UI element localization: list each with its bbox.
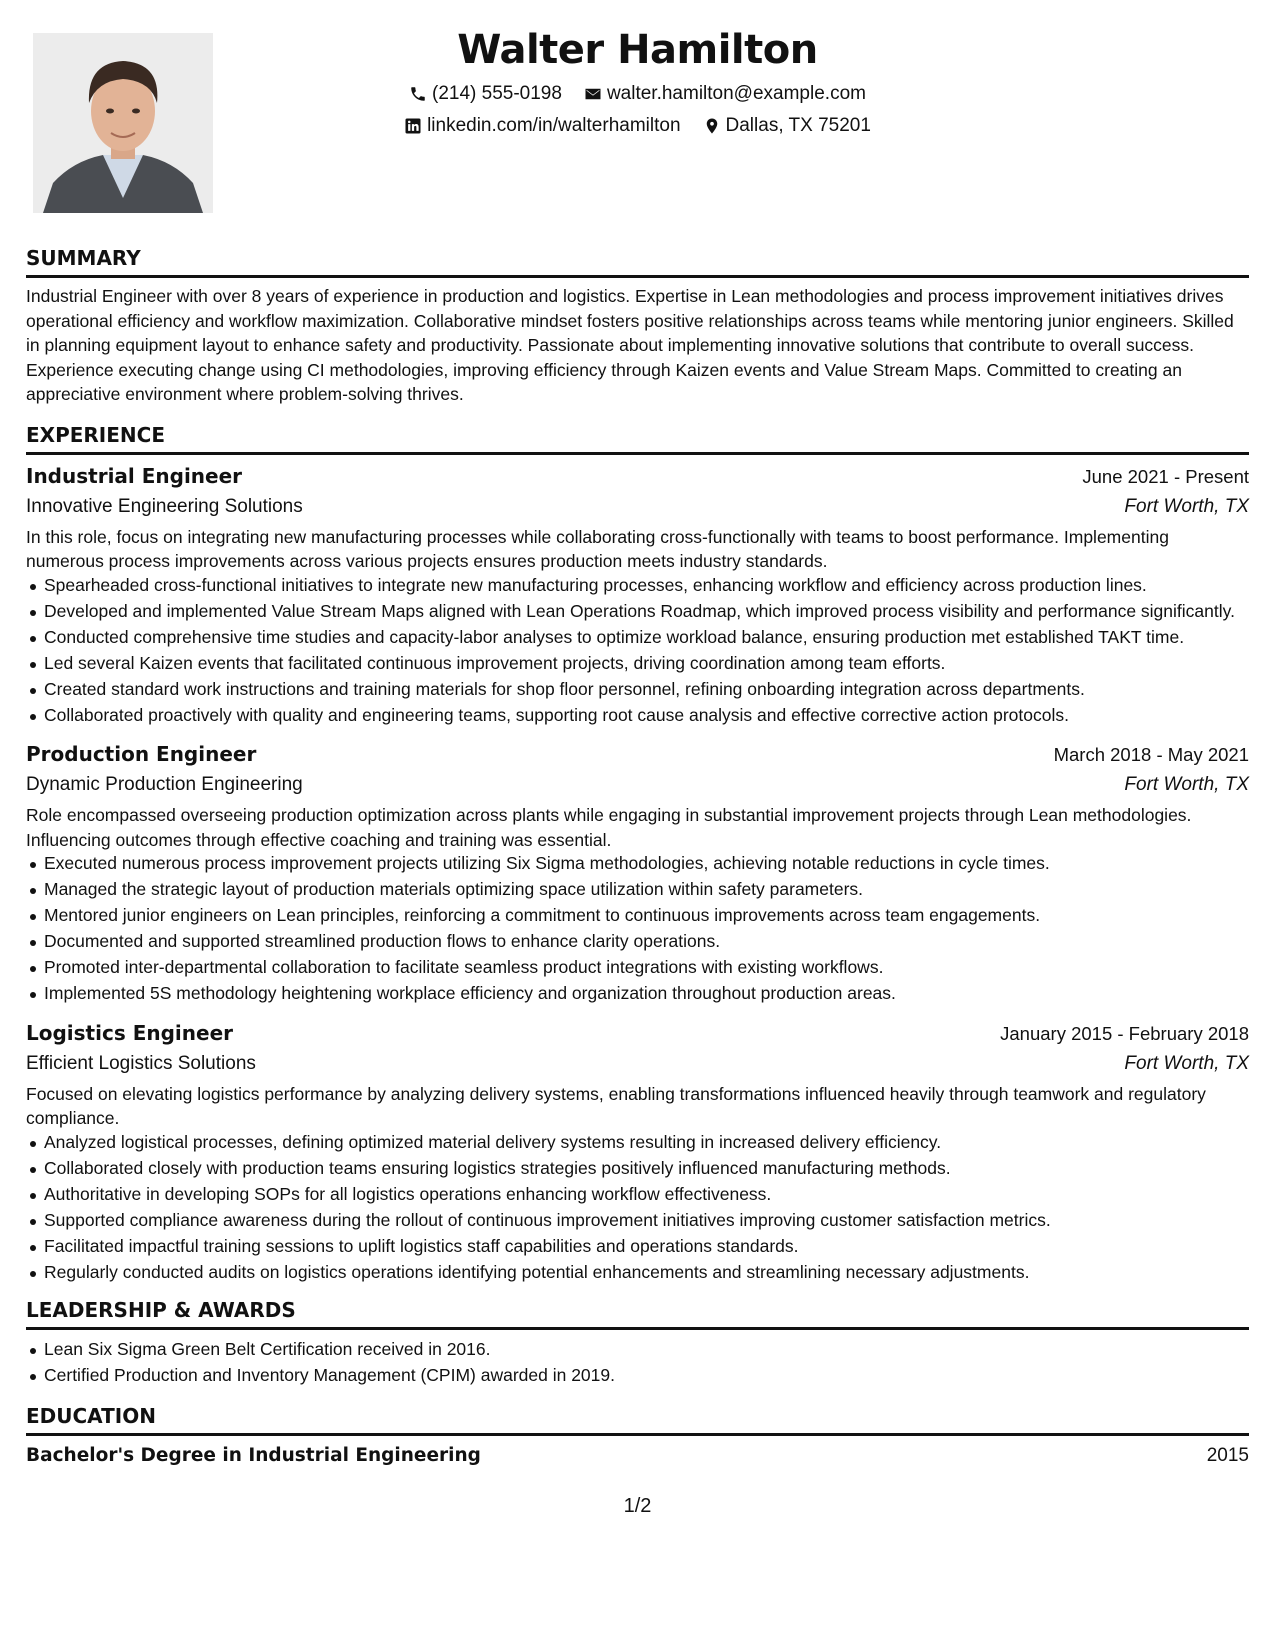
list-item: Authoritative in developing SOPs for all logistics operations enhancing workflow effectiveness.: [26, 1183, 1249, 1207]
list-item: Documented and supported streamlined production flows to enhance clarity operations.: [26, 930, 1249, 954]
linkedin-contact[interactable]: [404, 110, 680, 142]
job-entry: [26, 739, 1249, 1006]
page-number: 1/2: [623, 1495, 652, 1517]
job-description: In this role, focus on integrating new manufacturing processes while collaborating cross-functionally with teams to boost performance. Implementing numerous process improvements across various projects ensures production meets industry standards.: [26, 526, 1169, 571]
job-title: Production Engineer: [26, 742, 257, 766]
awards-list: [26, 1338, 1249, 1388]
email-address[interactable]: walter.hamilton@example.com: [606, 83, 866, 104]
list-item: Implemented 5S methodology heightening workplace efficiency and organization throughout production areas.: [26, 982, 1249, 1006]
phone-contact: [409, 78, 562, 110]
section-title: LEADERSHIP & AWARDS: [26, 1296, 1249, 1330]
list-item: Conducted comprehensive time studies and capacity-labor analyses to optimize workload balance, ensuring production met established TAKT time.: [26, 626, 1249, 650]
degree-name: Bachelor's Degree in Industrial Engineering: [26, 1444, 481, 1466]
list-item: Created standard work instructions and training materials for shop floor personnel, refining onboarding integration across departments.: [26, 678, 1249, 702]
job-location: Fort Worth, TX: [1124, 1052, 1249, 1074]
job-entry: [26, 461, 1249, 728]
experience-section: [26, 421, 1249, 1285]
graduation-year: 2015: [1206, 1444, 1249, 1466]
location-text: Dallas, TX 75201: [725, 115, 871, 136]
list-item: Regularly conducted audits on logistics operations identifying potential enhancements and streamlining necessary adjustments.: [26, 1261, 1249, 1285]
list-item: Lean Six Sigma Green Belt Certification received in 2016.: [26, 1338, 1249, 1362]
job-dates: June 2021 - Present: [1082, 465, 1249, 487]
job-description: Role encompassed overseeing production optimization across plants while engaging in substantial improvement projects through Lean methodologies. Influencing outcomes through effective coaching and training was essential.: [26, 805, 1192, 850]
section-title: EDUCATION: [26, 1402, 1249, 1436]
list-item: Collaborated proactively with quality and engineering teams, supporting root cause analysis and effective corrective action protocols.: [26, 704, 1249, 728]
job-bullets: [26, 574, 1249, 728]
contact-row-1: [0, 78, 1275, 110]
company-name: Innovative Engineering Solutions: [26, 495, 303, 517]
list-item: Analyzed logistical processes, defining optimized material delivery systems resulting in increased delivery efficiency.: [26, 1131, 1249, 1155]
list-item: Spearheaded cross-functional initiatives to integrate new manufacturing processes, enhancing workflow and efficiency across production lines.: [26, 574, 1249, 598]
phone-icon: [409, 85, 427, 103]
job-title: Logistics Engineer: [26, 1020, 234, 1045]
company-name: Dynamic Production Engineering: [26, 774, 303, 795]
section-title: EXPERIENCE: [26, 421, 1249, 455]
candidate-name: Walter Hamilton: [457, 27, 818, 73]
resume-header: [0, 22, 1275, 142]
job-bullets: [26, 852, 1249, 1006]
job-description: Focused on elevating logistics performance by analyzing delivery systems, enabling transformations influenced heavily through teamwork and regulatory compliance.: [26, 1083, 1206, 1128]
contact-row-2: [0, 110, 1275, 142]
phone-number: (214) 555-0198: [432, 83, 562, 104]
job-bullets: [26, 1131, 1249, 1285]
list-item: Supported compliance awareness during the rollout of continuous improvement initiatives improving customer satisfaction metrics.: [26, 1209, 1249, 1233]
summary-text: Industrial Engineer with over 8 years of experience in production and logistics. Expertise in Lean methodologies and process improvement initiatives drives operational efficiency and workflow maximization. Collaborative mindset fosters positive relationships across teams while mentoring junior engineers. Skilled in planning equipment layout to enhance safety and productivity. Passionate about implementing innovative solutions that contribute to overall success. Experience executing change using CI methodologies, improving efficiency through Kaizen events and Value Stream Maps. Committed to creating an appreciative environment where problem-solving thrives.: [26, 286, 1234, 404]
resume-body: [26, 244, 1249, 1484]
map-pin-icon: [703, 117, 721, 135]
linkedin-url[interactable]: linkedin.com/in/walterhamilton: [427, 115, 681, 136]
job-entry: [26, 1018, 1249, 1285]
linkedin-icon: [404, 117, 422, 135]
leadership-section: [26, 1296, 1249, 1388]
list-item: Facilitated impactful training sessions to uplift logistics staff capabilities and operations standards.: [26, 1235, 1249, 1259]
job-title: Industrial Engineer: [26, 463, 243, 488]
list-item: Managed the strategic layout of production materials optimizing space utilization within safety parameters.: [26, 878, 1249, 902]
education-section: [26, 1402, 1249, 1470]
job-location: Fort Worth, TX: [1124, 495, 1249, 517]
section-title: SUMMARY: [26, 244, 1249, 278]
summary-section: [26, 244, 1249, 407]
list-item: Led several Kaizen events that facilitated continuous improvement projects, driving coordination among team efforts.: [26, 652, 1249, 676]
company-name: Efficient Logistics Solutions: [26, 1052, 256, 1074]
list-item: Developed and implemented Value Stream Maps aligned with Lean Operations Roadmap, which improved process visibility and performance significantly.: [26, 600, 1249, 624]
job-dates: March 2018 - May 2021: [1053, 744, 1249, 765]
job-dates: January 2015 - February 2018: [1000, 1022, 1249, 1044]
email-contact[interactable]: [584, 78, 866, 110]
list-item: Promoted inter-departmental collaboration to facilitate seamless product integrations with existing workflows.: [26, 956, 1249, 980]
list-item: Executed numerous process improvement projects utilizing Six Sigma methodologies, achieving notable reductions in cycle times.: [26, 852, 1249, 876]
job-location: Fort Worth, TX: [1124, 774, 1249, 795]
list-item: Certified Production and Inventory Management (CPIM) awarded in 2019.: [26, 1364, 1249, 1388]
list-item: Collaborated closely with production teams ensuring logistics strategies positively influenced manufacturing methods.: [26, 1157, 1249, 1181]
location-contact: [703, 110, 871, 142]
list-item: Mentored junior engineers on Lean principles, reinforcing a commitment to continuous improvements across team engagements.: [26, 904, 1249, 928]
envelope-icon: [584, 85, 602, 103]
